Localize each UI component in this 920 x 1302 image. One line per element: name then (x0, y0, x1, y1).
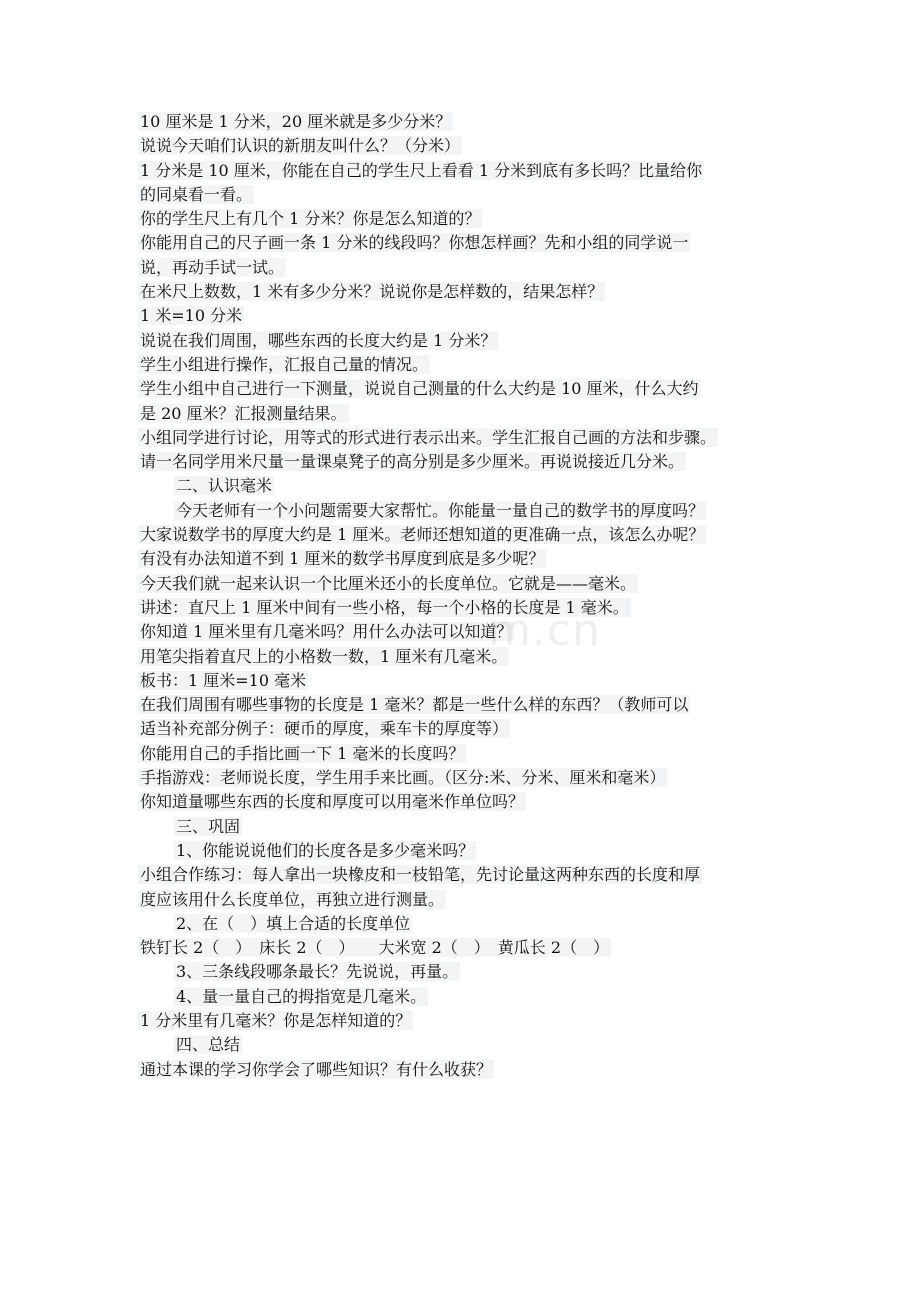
text-line: 说说今天咱们认识的新朋友叫什么？（分米） (140, 136, 461, 156)
text-line: 用笔尖指着直尺上的小格数一数，1 厘米有几毫米。 (140, 646, 508, 666)
text-line: 小组同学进行讨论，用等式的形式进行表示出来。学生汇报自己画的方法和步骤。 (140, 427, 717, 447)
text-line: 3、三条线段哪条最长？先说说，再量。 (176, 962, 459, 982)
text-line: 在米尺上数数，1 米有多少分米？说说你是怎样数的，结果怎样？ (140, 282, 604, 302)
text-line: 板书：1 厘米=10 毫米 (140, 670, 307, 690)
text-line: 1 分米是 10 厘米，你能在自己的学生尺上看看 1 分米到底有多长吗？比量给你 (140, 160, 703, 180)
text-line: 你能用自己的手指比画一下 1 毫米的长度吗？ (140, 743, 465, 763)
text-line: 学生小组中自己进行一下测量，说说自己测量的什么大约是 10 厘米，什么大约 (140, 379, 699, 399)
text-line: 手指游戏：老师说长度，学生用手来比画。（区分:米、分米、厘米和毫米） (140, 768, 666, 788)
fill-blank-line: 铁钉长 2（ ） 床长 2（ ） 大米宽 2（ ） 黄瓜长 2（ ） (140, 938, 610, 958)
text-line: 讲述：直尺上 1 厘米中间有一些小格，每一个小格的长度是 1 毫米。 (140, 597, 629, 617)
text-line: 的同桌看一看。 (140, 184, 253, 204)
text-line: 1、你能说说他们的长度各是多少毫米吗？ (176, 840, 475, 860)
text-line: 你的学生尺上有几个 1 分米？你是怎么知道的？ (140, 209, 481, 229)
text-line: 适当补充部分例子：硬币的厚度，乘车卡的厚度等） (140, 719, 509, 739)
text-line: 有没有办法知道不到 1 厘米的数学书厚度到底是多少呢？ (140, 549, 545, 569)
text-line: 通过本课的学习你学会了哪些知识？有什么收获？ (140, 1059, 493, 1079)
watermark: m.cn (488, 605, 601, 656)
text-line: 小组合作练习：每人拿出一块橡皮和一枝铅笔，先讨论量这两种东西的长度和厚 (140, 865, 701, 885)
text-line: 今天我们就一起来认识一个比厘米还小的长度单位。它就是——毫米。 (140, 573, 637, 593)
text-line: 今天老师有一个小问题需要大家帮忙。你能量一量自己的数学书的厚度吗？ (176, 500, 705, 520)
text-line: 度应该用什么长度单位，再独立进行测量。 (140, 889, 445, 909)
text-line: 1 米=10 分米 (140, 306, 243, 326)
text-line: 你能用自己的尺子画一条 1 分米的线段吗？你想怎样画？先和小组的同学说一 (140, 233, 689, 253)
section-heading: 四、总结 (176, 1035, 241, 1055)
text-line: 说说在我们周围，哪些东西的长度大约是 1 分米？ (140, 330, 497, 350)
text-line: 你知道 1 厘米里有几毫米吗？用什么办法可以知道？ (140, 622, 513, 642)
text-line: 4、量一量自己的拇指宽是几毫米。 (176, 986, 427, 1006)
document-body (138, 110, 788, 1082)
section-heading: 二、认识毫米 (176, 476, 273, 496)
text-line: 在我们周围有哪些事物的长度是 1 毫米？都是一些什么样的东西？（教师可以 (140, 695, 689, 715)
text-line: 说，再动手试一试。 (140, 257, 285, 277)
text-line: 大家说数学书的厚度大约是 1 厘米。老师还想知道的更准确一点，该怎么办呢？ (140, 525, 705, 545)
text-line: 10 厘米是 1 分米，20 厘米就是多少分米？ (140, 112, 452, 131)
text-line: 是 20 厘米？汇报测量结果。 (140, 403, 347, 423)
text-line: 1 分米里有几毫米？你是怎样知道的？ (140, 1010, 412, 1030)
text-line: 你知道量哪些东西的长度和厚度可以用毫米作单位吗？ (140, 792, 525, 812)
section-heading: 三、巩固 (176, 816, 241, 836)
text-line: 学生小组进行操作，汇报自己量的情况。 (140, 354, 429, 374)
text-line: 2、在（ ）填上合适的长度单位 (176, 913, 411, 933)
text-line: 请一名同学用米尺量一量课桌凳子的高分别是多少厘米。再说说接近几分米。 (140, 452, 685, 472)
